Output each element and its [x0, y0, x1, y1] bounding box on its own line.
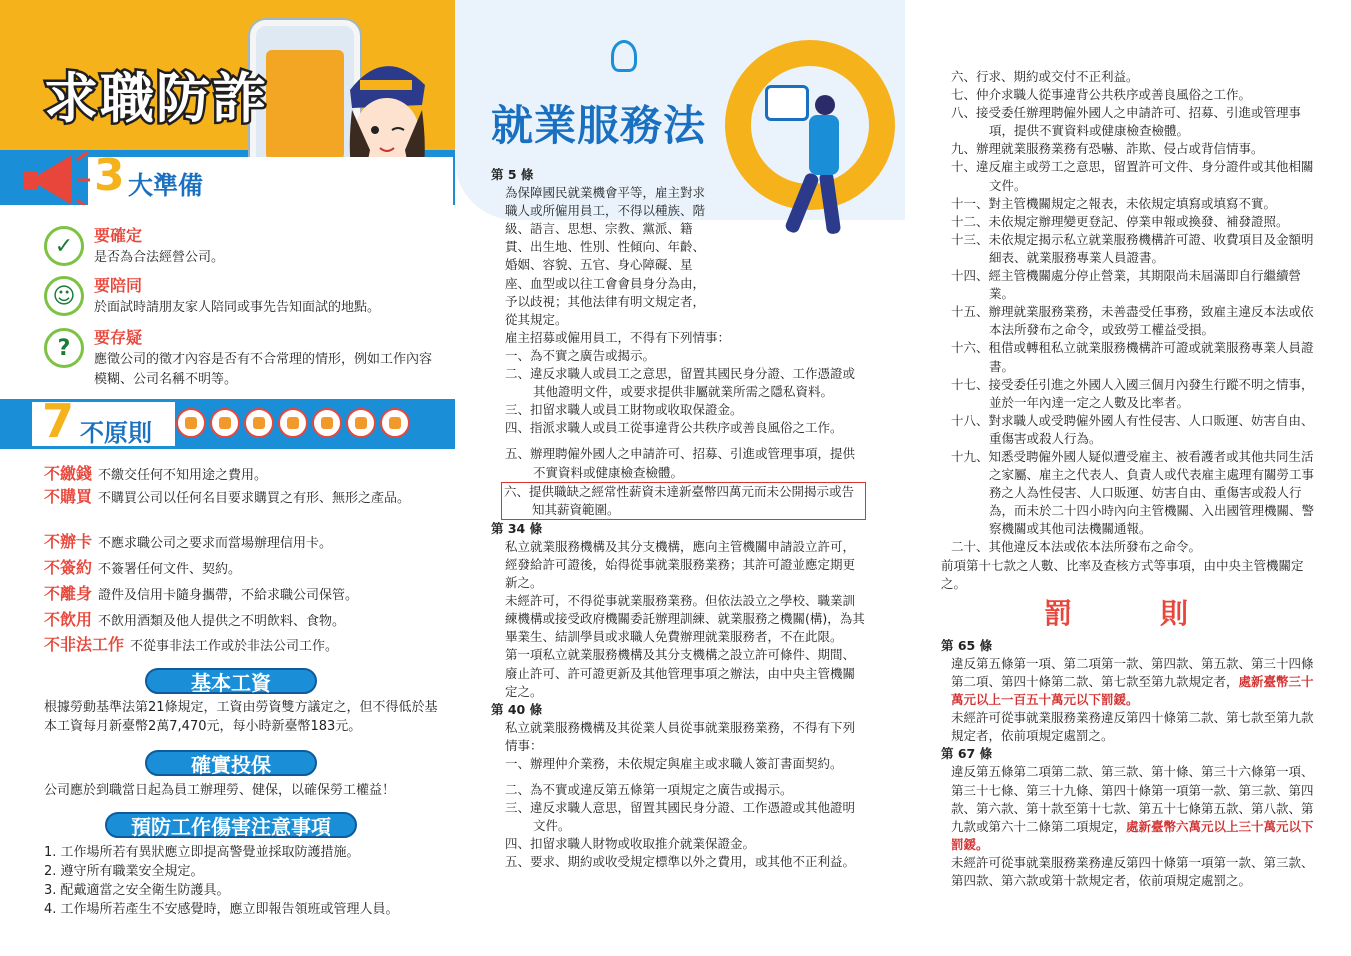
- contract-icon: [278, 408, 308, 438]
- safety-heading: 預防工作傷害注意事項: [105, 812, 357, 838]
- left-panel: 求職防詐 3 大準備 ✓ 要確定 是否為合法經營公司。 ☺ 要陪同 於面試時請朋友家人陪同或事先告知面試的地點。 ? 要存疑 應徵公司的徵才內容是否有不合常理的情形，例如工作內容模糊、公司名稱不明等。 7 不原則 不繳錢 不繳交任何不知用途之費用。 不購買 不購買公司以任何名目要求購買之有形、無形之產品。 不辦卡 不應求職公司之要求而當場辦理信用卡。 不簽約 不簽署任何文件、契約。 不離身 證件及信用卡隨身攜帶，不給求職公司保管。 不飲用 不飲用酒類及他人提供之不明飲料、食物。 不非法工作 不從事非法工作或於非法公司工作。 基本工資 根據勞動基準法第21條規定，工資由勞資雙方議定之，但不得低於基本工資每月新臺幣2萬7,470元，每小時新臺幣183元。 確實投保 公司應於到職當日起為員工辦理勞、健保，以確保勞工權益！ 預防工作傷害注意事項 1. 工作場所若有異狀應立即提高警覺並採取防護措施。 2. 遵守所有職業安全規定。 3. 配戴適當之安全衛生防護具。 4. 工作場所若產生不安感覺時，應立即報告領班或管理人員。: [0, 0, 455, 956]
- rule-item: 不非法工作 不從事非法工作或於非法公司工作。: [44, 635, 339, 654]
- right-panel: [905, 0, 1351, 956]
- drink-icon: [346, 408, 376, 438]
- fine-amount: 處新臺幣三十萬元以上一百五十萬元以下罰鍰。: [951, 674, 1314, 708]
- rule-item: 不繳錢 不繳交任何不知用途之費用。: [44, 464, 268, 483]
- face-icon: ☺: [44, 276, 84, 316]
- page-title: 求職防詐: [44, 67, 268, 130]
- megaphone-icon: [22, 140, 92, 205]
- rule-item: 不簽約 不簽署任何文件、契約。: [44, 558, 242, 577]
- rule-item: 不飲用 不飲用酒類及他人提供之不明飲料、食物。: [44, 610, 346, 629]
- insurance-text: 公司應於到職當日起為員工辦理勞、健保，以確保勞工權益！: [44, 783, 396, 798]
- hero-banner: [0, 0, 455, 205]
- seven-number: 7: [42, 394, 75, 448]
- question-icon: ?: [44, 328, 84, 368]
- seven-label: 不原則: [80, 419, 152, 447]
- fine-amount: 處新臺幣六萬元以上三十萬元以下罰鍰。: [951, 818, 1314, 852]
- rule-item: 不購買 不購買公司以任何名目要求購買之有形、無形之產品。: [44, 487, 411, 506]
- money-icon: [176, 408, 206, 438]
- prep-number: 3: [94, 150, 125, 201]
- middle-panel: [455, 0, 905, 956]
- rule-item: 不離身 證件及信用卡隨身攜帶，不給求職公司保管。: [44, 584, 359, 603]
- credit-card-icon: [244, 408, 274, 438]
- wage-heading: 基本工資: [145, 668, 317, 694]
- purchase-icon: [210, 408, 240, 438]
- highlighted-clause: 六、提供職缺之經常性薪資未達新臺幣四萬元而未公開揭示或告知其薪資範圍。: [501, 482, 866, 520]
- seven-rule-icons: [176, 408, 410, 438]
- safety-list: 1. 工作場所若有異狀應立即提高警覺並採取防護措施。 2. 遵守所有職業安全規定。 3. 配戴適當之安全衛生防護具。 4. 工作場所若產生不安感覺時，應立即報告領班或管理人員。: [44, 845, 399, 917]
- wage-text: 根據勞動基準法第21條規定，工資由勞資雙方議定之，但不得低於基本工資每月新臺幣2萬7,470元，每小時新臺幣183元。: [44, 700, 438, 734]
- prep-label: 大準備: [128, 171, 204, 200]
- penalty-title: 罰 則: [1043, 596, 1218, 630]
- law-articles: 第 5 條 為保障國民就業機會平等，雇主對求職人或所僱用員工，不得以種族、階級、語言、思想、宗教、黨派、籍貫、出生地、性別、性傾向、年齡、婚姻、容貌、五官、身心障礙、星座、血型或以往工會會員身分為由，予以歧視；其他法律有明文規定者，從其規定。 雇主招募或僱用員工，不得有下列情事： 一、為不實之廣告或揭示。 二、違反求職人或員工之意思，留置其國民身分證、工作憑證或其他證明文件，或要求提供非屬就業所需之隱私資料。 三、扣留求職人或員工財物或收取保證金。 四、指派求職人或員工從事違背公共秩序或善良風俗之工作。 五、辦理聘僱外國人之申請許可、招募、引進或管理事項，提供不實資料或健康檢查檢體。 六、提供職缺之經常性薪資未達新臺幣四萬元而未公開揭示或告知其薪資範圍。 第 34 條 私立就業服務機構及其分支機構，應向主管機關申請設立許可，經發給許可證後，始得從事就業服務業務；其許可證並應定期更新之。 未經許可，不得從事就業服務業務。但依法設立之學校、職業訓練機構或接受政府機關委託辦理訓練、就業服務之機關(構)，為其畢業生、結訓學員或求職人免費辦理就業服務者，不在此限。 第一項私立就業服務機構及其分支機構之設立許可條件、期間、廢止許可、許可證更新及其他管理事項之辦法，由中央主管機關定之。 第 40 條 私立就業服務機構及其從業人員從事就業服務業務，不得有下列情事： 一、辦理仲介業務，未依規定與雇主或求職人簽訂書面契約。 二、為不實或違反第五條第一項規定之廣告或揭示。 三、違反求職人意思，留置其國民身分證、工作憑證或其他證明文件。 四、扣留求職人財物或收取推介就業保證金。 五、要求、期約或收受規定標準以外之費用，或其他不正利益。: [491, 167, 865, 870]
- lightbulb-icon: [611, 40, 637, 72]
- check-icon: ✓: [44, 226, 84, 266]
- law-articles-continued: 六、行求、期約或交付不正利益。 七、仲介求職人從事違背公共秩序或善良風俗之工作。 八、接受委任辦理聘僱外國人之申請許可、招募、引進或管理事項，提供不實資料或健康檢查檢體。 九、辦理就業服務業務有恐嚇、詐欺、侵占或背信情事。 十、違反雇主或勞工之意思，留置許可文件、身分證件或其他相關文件。 十一、對主管機關規定之報表，未依規定填寫或填寫不實。 十二、未依規定辦理變更登記、停業申報或換發、補發證照。 十三、未依規定揭示私立就業服務機構許可證、收費項目及金額明細表、就業服務專業人員證書。 十四、經主管機關處分停止營業，其期限尚未屆滿即自行繼續營業。 十五、辦理就業服務業務，未善盡受任事務，致雇主違反本法或依本法所發布之命令，或致勞工權益受損。 十六、租借或轉租私立就業服務機構許可證或就業服務專業人員證書。 十七、接受委任引進之外國人入國三個月內發生行蹤不明之情事，並於一年內達一定之人數及比率者。 十八、對求職人或受聘僱外國人有性侵害、人口販運、妨害自由、重傷害或殺人行為。 十九、知悉受聘僱外國人疑似遭受雇主、被看護者或其他共同生活之家屬、雇主之代表人、負責人或代表雇主處理有關勞工事務之人為性侵害、人口販運、妨害自由、重傷害或殺人行為，而未於二十四小時內向主管機關、入出國管理機關、警察機關或其他司法機關通報。 二十、其他違反本法或依本法所發布之命令。 前項第十七款之人數、比率及查核方式等事項，由中央主管機關定之。 罰 則 第 65 條 違反第五條第一項、第二項第一款、第四款、第五款、第三十四條第二項、第四十條第二款、第七款至第九款規定者，處新臺幣三十萬元以上一百五十萬元以下罰鍰。 未經許可從事就業服務業務違反第四十條第二款、第七款至第九款規定者，依前項規定處罰之。 第 67 條 違反第五條第二項第二款、第三款、第十條、第三十六條第一項、第三十七條、第三十九條、第四十條第一項第一款、第三款、第四款、第六款、第十款至第十七款、第五十七條第五款、第八款、第九款或第六十二條第二項規定，處新臺幣六萬元以上三十萬元以下罰鍰。 未經許可從事就業服務業務違反第四十條第一項第一款、第三款、第四款、第六款或第十款規定者，依前項規定處罰之。: [941, 68, 1321, 890]
- rule-item: 不辦卡 不應求職公司之要求而當場辦理信用卡。: [44, 532, 333, 551]
- insurance-heading: 確實投保: [145, 750, 317, 776]
- megaphone-icon: [765, 85, 809, 121]
- work-icon: [380, 408, 410, 438]
- id-card-icon: [312, 408, 342, 438]
- law-title: 就業服務法: [491, 101, 707, 150]
